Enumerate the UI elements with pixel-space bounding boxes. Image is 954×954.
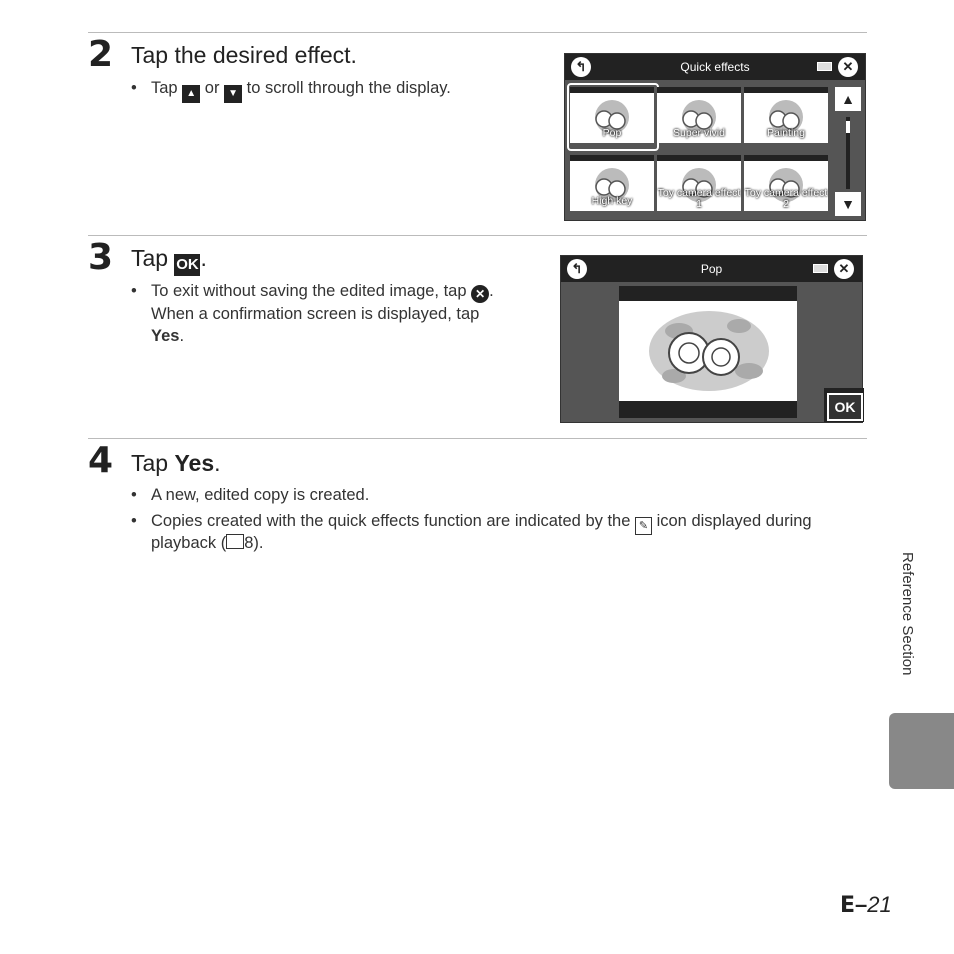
- step-3-title-post: .: [200, 245, 207, 271]
- back-icon[interactable]: ↰: [571, 57, 591, 77]
- effect-thumb-toy-camera-2[interactable]: [744, 155, 828, 211]
- step-3-line1-pre: To exit without saving the edited image, tap: [151, 282, 467, 300]
- step-4-line2-post: ).: [253, 534, 264, 552]
- step-4-number: 4: [88, 440, 114, 481]
- rule-step-3: [88, 235, 867, 236]
- screen-title: Quick effects: [680, 60, 750, 74]
- bullet-dot: •: [131, 282, 137, 300]
- step-4-line1-post: icon displayed during: [656, 512, 812, 530]
- step-2-bullet-post: to scroll through the display.: [246, 79, 451, 97]
- edited-image-icon: ✎: [635, 517, 652, 535]
- effect-label: Super vivid: [673, 127, 725, 139]
- step-2-title: Tap the desired effect.: [131, 42, 357, 68]
- scroll-down-button[interactable]: ▼: [835, 192, 861, 216]
- step-2-bullet-pre: Tap: [151, 79, 178, 97]
- step-4-line2-pre: playback (: [151, 534, 227, 552]
- screen-title-bar: [561, 256, 862, 282]
- step-4-line1-pre: Copies created with the quick effects function are indicated by the: [151, 512, 631, 530]
- step-4-title: [131, 450, 221, 477]
- down-key-icon: ▼: [224, 85, 242, 103]
- screen-title: Pop: [700, 262, 723, 276]
- effect-label: Painting: [767, 127, 805, 139]
- scrollbar-thumb[interactable]: [846, 121, 850, 133]
- step-4-title-pre: Tap: [131, 450, 169, 476]
- step-3-title-pre: Tap: [131, 245, 169, 271]
- step-4-title-bold: Yes: [174, 450, 215, 476]
- rule-top: [88, 32, 867, 33]
- effect-label: Toy camera effect 2: [744, 187, 828, 210]
- scroll-up-button[interactable]: ▲: [835, 87, 861, 111]
- step-4-ref: 8: [244, 534, 254, 552]
- step-3-line3-post: .: [179, 327, 185, 345]
- step-4-bullet-1: [131, 484, 831, 506]
- step-3-line1-post: .: [489, 282, 494, 300]
- page-number: E–21: [840, 892, 892, 918]
- close-icon[interactable]: ✕: [838, 57, 858, 77]
- step-4-bullet-2: [131, 510, 867, 554]
- page-number-value: 21: [867, 892, 892, 917]
- side-section-label: Reference Section: [899, 552, 916, 676]
- battery-icon: [813, 264, 828, 273]
- effect-thumb-super-vivid[interactable]: [657, 87, 741, 143]
- battery-icon: [817, 62, 832, 71]
- effect-label: High key: [591, 195, 633, 207]
- section-tab: [889, 713, 954, 789]
- preview-image: [619, 286, 797, 418]
- step-3-bullet: [131, 280, 531, 346]
- back-icon[interactable]: ↰: [567, 259, 587, 279]
- effect-thumb-high-key[interactable]: [570, 155, 654, 211]
- book-reference-icon: [226, 534, 244, 549]
- screen-title-bar: [565, 54, 865, 80]
- step-3-line3-bold: Yes: [151, 327, 180, 345]
- step-3-line2: When a confirmation screen is displayed, tap: [151, 305, 480, 323]
- step-2-bullet: [131, 77, 551, 99]
- scrollbar-track[interactable]: [846, 117, 850, 189]
- ok-button[interactable]: OK: [827, 393, 863, 421]
- bullet-dot: •: [131, 512, 137, 530]
- bullet-dot: •: [131, 79, 137, 97]
- reference-section-icon: E: [840, 893, 856, 918]
- ok-icon: OK: [174, 254, 200, 276]
- pop-preview-screen: [560, 255, 863, 423]
- effect-label: Pop: [602, 127, 622, 139]
- step-3-number: 3: [88, 237, 114, 278]
- effect-thumb-pop[interactable]: [570, 87, 654, 143]
- effect-thumb-toy-camera-1[interactable]: [657, 155, 741, 211]
- bullet-dot: •: [131, 486, 137, 504]
- close-icon[interactable]: ✕: [834, 259, 854, 279]
- flower-icon: [619, 301, 797, 401]
- up-key-icon: ▲: [182, 85, 200, 103]
- step-3-title: [131, 245, 207, 276]
- close-circle-icon: ✕: [471, 285, 489, 303]
- step-2-number: 2: [88, 34, 114, 75]
- quick-effects-screen: [564, 53, 866, 221]
- step-4-bullet-1-text: A new, edited copy is created.: [151, 486, 370, 504]
- step-2-bullet-or: or: [204, 79, 220, 97]
- effect-label: Toy camera effect 1: [657, 187, 741, 210]
- step-4-title-post: .: [214, 450, 221, 476]
- rule-step-4: [88, 438, 867, 439]
- effect-thumb-painting[interactable]: [744, 87, 828, 143]
